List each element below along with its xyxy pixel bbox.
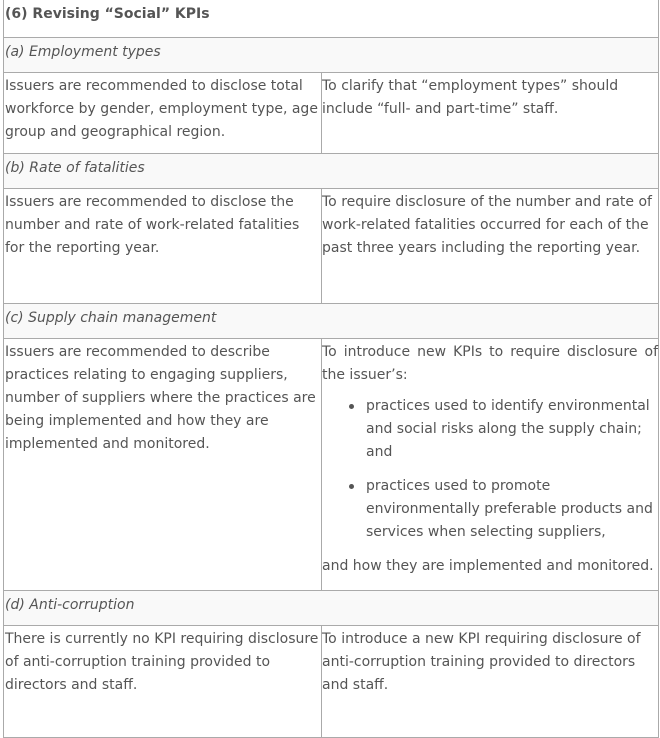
supply-chain-bullet-1: practices used to identify environmental and social risks along the supply chain; and: [366, 398, 650, 460]
list-item: [366, 475, 658, 544]
supply-chain-heading: (c) Supply chain management: [5, 310, 217, 326]
section-title-row: [4, 0, 658, 38]
supply-chain-heading-row: [4, 304, 658, 339]
supply-chain-row: [4, 339, 658, 591]
fatalities-heading-row: [4, 154, 658, 189]
section-title: (6) Revising “Social” KPIs: [5, 6, 210, 22]
supply-chain-proposal-intro: To introduce new KPIs to require disclosure of the issuer’s:: [322, 344, 658, 383]
bullet-icon: [349, 484, 354, 489]
kpi-table: [3, 0, 659, 738]
anti-corruption-proposal: To introduce a new KPI requiring disclosure of anti-corruption training provided to directors and staff.: [322, 631, 641, 693]
supply-chain-bullet-2: practices used to promote environmentally preferable products and services when selecting suppliers,: [366, 478, 653, 540]
supply-chain-current: Issuers are recommended to describe practices relating to engaging suppliers, number of suppliers where the practices are being implemented and how they are implemented and monitored.: [4, 339, 322, 590]
supply-chain-proposal: [322, 339, 658, 590]
employment-current: Issuers are recommended to disclose total workforce by gender, employment type, age group and geographical region.: [4, 73, 322, 153]
employment-row: [4, 73, 658, 154]
anti-corruption-heading-row: [4, 591, 658, 626]
bullet-icon: [349, 404, 354, 409]
supply-chain-proposal-closing: and how they are implemented and monitored.: [322, 558, 654, 574]
list-item: [366, 395, 658, 464]
fatalities-heading: (b) Rate of fatalities: [5, 160, 145, 176]
anti-corruption-current: There is currently no KPI requiring disclosure of anti-corruption training provided to directors and staff.: [4, 626, 322, 737]
fatalities-row: [4, 189, 658, 304]
anti-corruption-heading: (d) Anti-corruption: [5, 597, 135, 613]
fatalities-current: Issuers are recommended to disclose the number and rate of work-related fatalities for the reporting year.: [4, 189, 322, 303]
employment-proposal: To clarify that “employment types” should include “full- and part-time” staff.: [322, 78, 619, 117]
supply-chain-bullet-list: [322, 395, 658, 544]
anti-corruption-row: [4, 626, 658, 738]
employment-heading-row: [4, 38, 658, 73]
employment-heading: (a) Employment types: [5, 44, 161, 60]
fatalities-proposal: To require disclosure of the number and rate of work-related fatalities occurred for each of the past three years including the reporting year.: [322, 194, 652, 256]
